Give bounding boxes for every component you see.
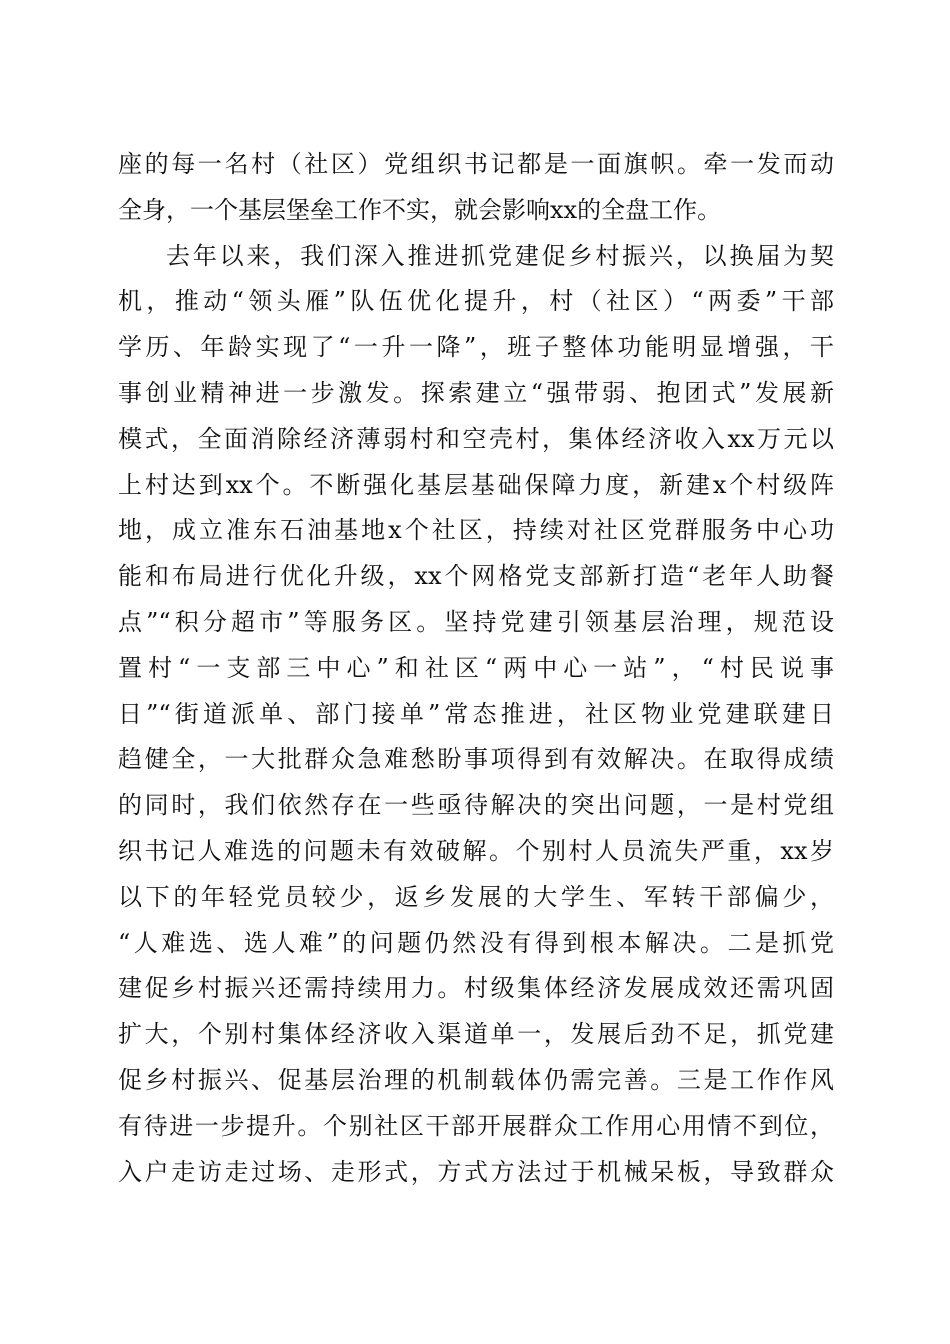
- text-line: 座的每一名村（社区）党组织书记都是一面旗帜。牵一发而动: [118, 150, 834, 178]
- text-line: 织书记人难选的问题未有效破解。个别村人员流失严重，xx岁: [118, 836, 834, 865]
- text-line: 模式，全面消除经济薄弱村和空壳村，集体经济收入xx万元以: [118, 424, 834, 453]
- text-line: 日”“街道派单、部门接单”常态推进，社区物业党建联建日: [118, 699, 834, 728]
- text-line: 点”“积分超市”等服务区。坚持党建引领基层治理，规范设: [118, 607, 834, 636]
- text-line: 扩大，个别村集体经济收入渠道单一，发展后劲不足，抓党建: [118, 1020, 834, 1049]
- text-line: 上村达到xx个。不断强化基层基础保障力度，新建x个村级阵: [118, 470, 834, 499]
- text-line: 趋健全，一大批群众急难愁盼事项得到有效解决。在取得成绩: [118, 745, 834, 774]
- text-line: 置村“一支部三中心”和社区“两中心一站”，“村民说事: [118, 653, 834, 682]
- text-line: 建促乡村振兴还需持续用力。村级集体经济发展成效还需巩固: [118, 974, 834, 1003]
- text-line: 以下的年轻党员较少，返乡发展的大学生、军转干部偏少，: [118, 882, 834, 911]
- text-line: 地，成立准东石油基地x个社区，持续对社区党群服务中心功: [118, 516, 834, 545]
- text-line: 能和布局进行优化升级，xx个网格党支部新打造“老年人助餐: [118, 562, 834, 591]
- text-line: 入户走访走过场、走形式，方式方法过于机械呆板，导致群众: [118, 1157, 834, 1186]
- text-line: 有待进一步提升。个别社区干部开展群众工作用心用情不到位，: [118, 1111, 834, 1140]
- body-text: [118, 142, 834, 1195]
- text-line: 事创业精神进一步激发。探索建立“强带弱、抱团式”发展新: [118, 378, 834, 407]
- text-line: 的同时，我们依然存在一些亟待解决的突出问题，一是村党组: [118, 791, 834, 820]
- text-line: 机，推动“领头雁”队伍优化提升，村（社区）“两委”干部: [118, 287, 834, 316]
- text-line: 全身，一个基层堡垒工作不实，就会影响xx的全盘工作。: [118, 195, 722, 224]
- paragraph-first-line: 去年以来，我们深入推进抓党建促乡村振兴，以换届为契: [166, 241, 834, 270]
- text-line: “人难选、选人难”的问题仍然没有得到根本解决。二是抓党: [118, 928, 834, 957]
- text-line: 学历、年龄实现了“一升一降”，班子整体功能明显增强，干: [118, 333, 834, 362]
- text-line: 促乡村振兴、促基层治理的机制载体仍需完善。三是工作作风: [118, 1065, 834, 1094]
